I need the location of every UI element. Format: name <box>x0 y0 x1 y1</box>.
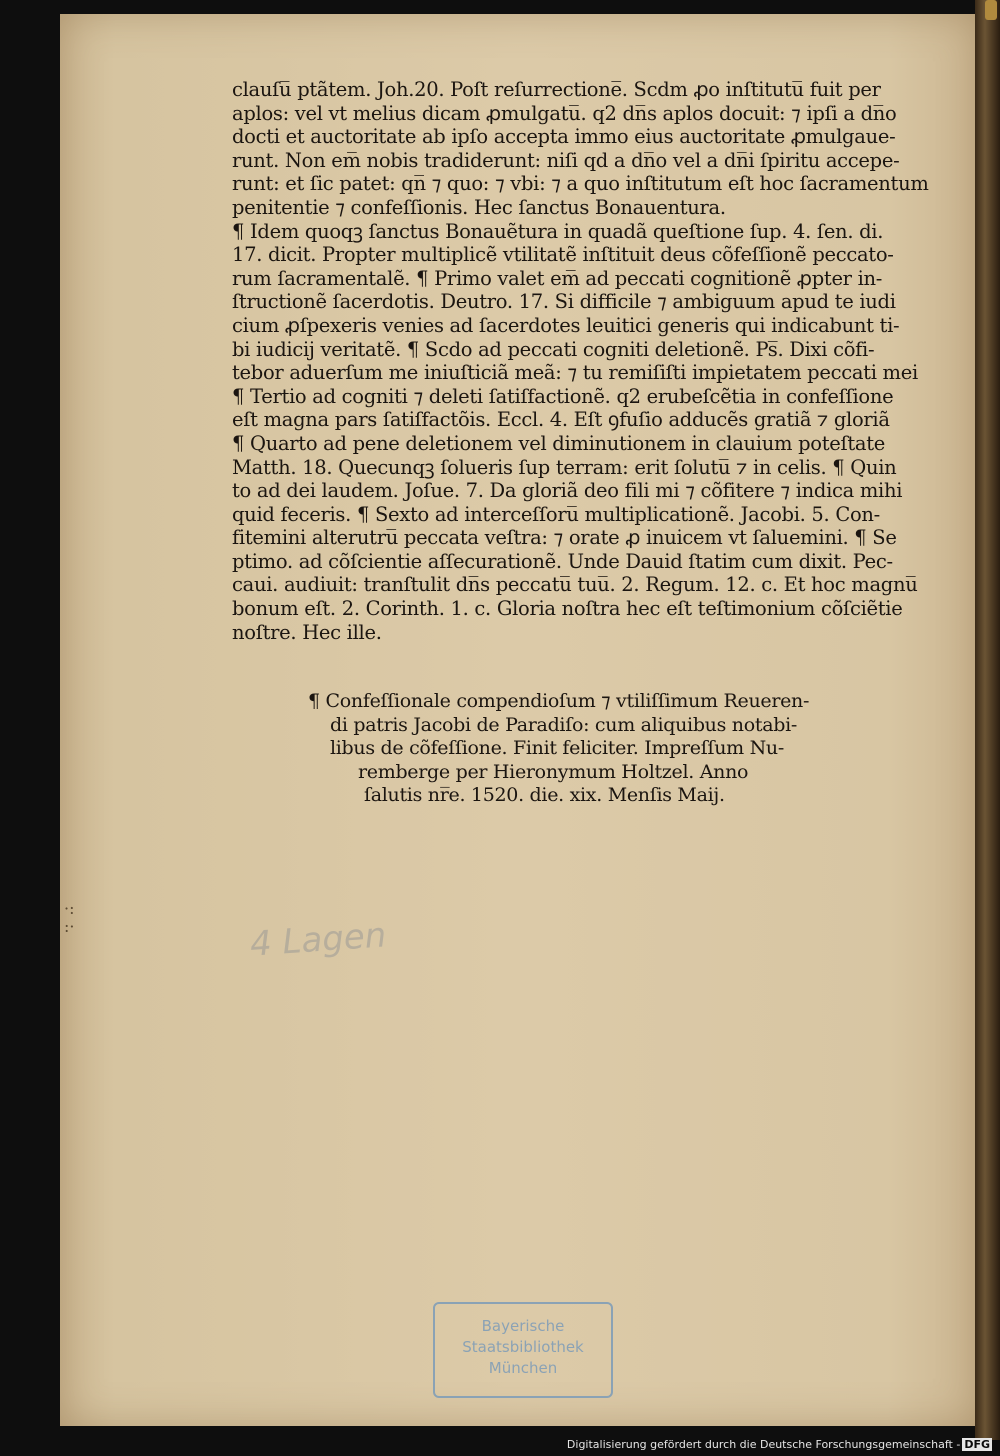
footer-text: Digitalisierung gefördert durch die Deutsche Forschungsgemeinschaft - <box>566 1438 961 1451</box>
text-line: Matth. 18. Quecunqꝫ ſolueris ſup terram: erit ſolutu̅ ⁊ in celis. ¶ Quin <box>232 455 897 479</box>
text-line: ¶ Tertio ad cogniti ⁊ deleti ſatiſfactionẽ. q2 erubeſcẽtia in confeſſione <box>232 384 894 408</box>
text-line: fitemini alterutru̅ peccata veſtra: ⁊ orate ꝓ inuicem vt ſaluemini. ¶ Se <box>232 526 897 550</box>
library-stamp <box>433 1302 613 1398</box>
body-text <box>232 78 952 644</box>
edge-mark <box>985 0 997 20</box>
colophon-line: ¶ Confeſſionale compendioſum ⁊ vtiliſſimum Reueren- <box>308 690 810 712</box>
text-line: bi iudicij veritatẽ. ¶ Scd̅o ad peccati cogniti deletionẽ. Ps̅. Dixi cõfi- <box>232 337 875 361</box>
stamp-line: Staatsbibliothek <box>462 1338 584 1356</box>
text-line: to ad dei laudem. Joſue. 7. Da gloriã deo fili mi ⁊ cõfitere ⁊ indica mihi <box>232 479 903 503</box>
text-line: ¶ Quarto ad pene deletionem vel diminutionem in clauium poteſtate <box>232 431 886 455</box>
text-line: rum ſacramentalẽ. ¶ Primo valet em̅ ad peccati cognitionẽ ꝓpter in- <box>232 266 883 290</box>
text-line: ſtructionẽ ſacerdotis. Deutro. 17. Si difficile ⁊ ambiguum apud te iudi <box>232 290 896 314</box>
text-line: 17. dicit. Propter multiplicẽ vtilitatẽ inſtituit deus cõfeſſionẽ peccato- <box>232 243 894 267</box>
margin-smudge: ·: :· <box>64 899 75 936</box>
text-line: noſtre. Hec ille. <box>232 620 382 644</box>
colophon-line: di patris Jacobi de Paradiſo: cum aliquibus notabi- <box>330 713 798 736</box>
dfg-logo: DFG <box>964 1438 990 1451</box>
text-line: quid feceris. ¶ Sexto ad interceſſoru̅ multiplicationẽ. Jacobi. 5. Con- <box>232 502 880 526</box>
pencil-annotation: 4 Lagen <box>248 915 388 965</box>
text-line: bonum eſt. 2. Corinth. 1. c. Gloria noſtra hec eſt teſtimonium cõſciẽtie <box>232 597 903 621</box>
text-line: apl̅os: vel vt melius dicam ꝓmulgatu̅. q2 dn̅s apl̅os docuit: ⁊ ipſi a dn̅o <box>232 101 897 125</box>
text-line: cium ꝓſpexeris venies ad ſacerdotes leuitici generis qui indicabunt ti- <box>232 313 900 337</box>
text-line: clauſu̅ ptãtem. Joh.20. Poſt reſurrectione̅. Scd̅m ꝓo inſtitutu̅ fuit per <box>232 78 881 101</box>
text-line: docti et auctoritate ab ipſo accepta immo eius auctoritate ꝓmulgaue- <box>232 125 896 149</box>
funding-footer <box>567 1438 992 1451</box>
book-edge <box>975 0 1000 1440</box>
colophon <box>308 690 868 808</box>
colophon-line: libus de cõfeſſione. Finit feliciter. Impreſſum Nu- <box>330 737 784 759</box>
text-line: caui. audiuit: tranſtulit dn̅s peccatu̅ tuu̅. 2. Regum. 12. c. Et hoc magnu̅ <box>232 573 918 597</box>
text-line: eſt magna pars ſatiſfactõis. Eccl̅. 4. Eſt ꝯfuſio adducẽs gratiã ⁊ gloriã <box>232 408 890 432</box>
colophon-line: remberge per Hieronymum Holtzel. Anno <box>358 760 749 783</box>
stamp-line: Bayerische <box>481 1317 565 1335</box>
text-line: ptimo. ad cõſcientie aſſecurationẽ. Unde Dauid ſtatim cum dixit. Pec- <box>232 549 893 573</box>
text-line: tebor aduerſum me iniuſticiã meã: ⁊ tu remiſiſti impietatem peccati mei <box>232 361 918 385</box>
text-line: runt: et ſic patet: qn̅ ⁊ quo: ⁊ vbi: ⁊ a quo inſtitutum eſt hoc ſacramentum <box>232 172 929 196</box>
colophon-line: ſalutis nr̅e. 1520. die. xix. Menſis Maij. <box>364 784 725 806</box>
text-line: runt. Non em̅ nobis tradiderunt: niſi qd̅ a dn̅o vel a dn̅i ſpiritu accepe- <box>232 148 900 172</box>
text-line: penitentie ⁊ confeſſionis. Hec ſanctus Bonauentura. <box>232 195 726 219</box>
text-line: ¶ Idem quoqꝫ ſanctus Bonauẽtura in quadã queſtione ſup. 4. ſen. di. <box>232 219 884 243</box>
stamp-line: München <box>488 1359 558 1377</box>
